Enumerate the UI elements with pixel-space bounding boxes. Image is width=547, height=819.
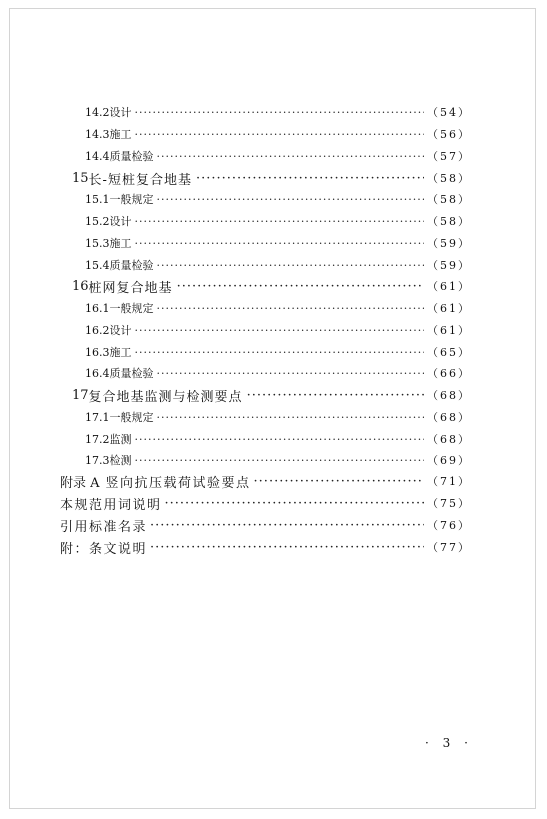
dot-leader	[157, 150, 425, 163]
toc-entry-title: 监测	[109, 433, 132, 446]
toc-entry-number: 17.1	[85, 410, 110, 424]
toc-entry-number: 15.3	[85, 236, 110, 250]
toc-entry-title: 施工	[109, 237, 132, 250]
toc-entry-title: 质量检验	[109, 367, 154, 380]
toc-entry-title: 本规范用词说明	[60, 497, 162, 512]
toc-entry-number: 17.2	[85, 432, 110, 446]
dot-leader	[247, 388, 424, 403]
dot-leader	[135, 215, 425, 228]
toc-entry-title: 质量检验	[109, 259, 154, 272]
toc-entry	[85, 364, 471, 382]
dot-leader	[150, 540, 424, 555]
toc-entry	[60, 516, 471, 534]
toc-entry-number: 16.2	[85, 323, 110, 337]
toc-entry-title: 复合地基监测与检测要点	[88, 389, 243, 404]
toc-entry-page: （61）	[427, 324, 471, 337]
toc-entry-number: 14.2	[85, 105, 110, 119]
toc-entry-title: 一般规定	[109, 193, 154, 206]
toc-entry-number: 附录 A	[60, 475, 100, 490]
dot-leader	[135, 324, 425, 337]
toc-entry-page: （68）	[427, 433, 471, 446]
dot-leader	[135, 346, 425, 359]
toc-entry	[72, 386, 471, 404]
toc-entry-title: 施工	[109, 128, 132, 141]
toc-entry-number: 15.4	[85, 258, 110, 272]
toc-entry-number: 17	[72, 387, 89, 403]
dot-leader	[157, 259, 425, 272]
toc-entry-number: 16	[72, 278, 89, 294]
toc-entry-page: （57）	[427, 150, 471, 163]
toc-entry-page: （59）	[427, 259, 471, 272]
toc-entry	[72, 169, 471, 187]
dot-leader	[135, 106, 425, 119]
dot-leader	[135, 433, 425, 446]
toc-entry-title: 引用标准名录	[60, 519, 148, 534]
toc-entry-page: （75）	[427, 497, 471, 510]
toc-entry-title: 长-短桩复合地基	[88, 172, 192, 187]
toc-entry-number: 14.4	[85, 149, 110, 163]
toc-entry-title: 设计	[109, 215, 132, 228]
dot-leader	[157, 302, 425, 315]
toc-entry	[85, 212, 471, 230]
toc-entry-number: 16.1	[85, 301, 110, 315]
toc-entry-title: 竖向抗压载荷试验要点	[105, 475, 251, 490]
toc-entry-page: （68）	[427, 389, 471, 402]
toc-entry-title: 施工	[109, 346, 132, 359]
toc-entry-page: （58）	[427, 193, 471, 206]
toc-entry	[85, 147, 471, 165]
toc-entry-number: 14.3	[85, 127, 110, 141]
toc-entry	[60, 472, 471, 490]
toc-entry-page: （77）	[427, 541, 471, 554]
toc-entry	[85, 103, 471, 121]
dot-leader	[157, 193, 425, 206]
toc-entry-title: 设计	[109, 106, 132, 119]
dot-leader	[157, 411, 425, 424]
toc-entry-page: （68）	[427, 411, 471, 424]
toc-entry-title: 桩网复合地基	[88, 280, 173, 295]
toc-entry	[85, 321, 471, 339]
toc-entry-number: 16.3	[85, 345, 110, 359]
toc-entry-number: 15.1	[85, 192, 110, 206]
toc-entry-number: 16.4	[85, 366, 110, 380]
toc-entry	[85, 451, 471, 469]
toc-entry	[72, 277, 471, 295]
toc-entry-number: 15	[72, 170, 89, 186]
toc-entry-page: （58）	[427, 215, 471, 228]
toc-entry-title: 一般规定	[109, 302, 154, 315]
toc-entry-title: 质量检验	[109, 150, 154, 163]
toc-entry-page: （61）	[427, 280, 471, 293]
dot-leader	[135, 237, 425, 250]
toc-entry	[60, 538, 471, 556]
toc-entry	[85, 430, 471, 448]
dot-leader	[135, 128, 425, 141]
toc-entry-title: 检测	[109, 454, 132, 467]
toc-entry-page: （71）	[427, 475, 471, 488]
page-number: · 3 ·	[425, 736, 473, 750]
toc-entry-title: 设计	[109, 324, 132, 337]
toc-entry	[60, 494, 471, 512]
dot-leader	[254, 474, 424, 489]
toc-entry	[85, 234, 471, 252]
toc-entry-page: （65）	[427, 346, 471, 359]
dot-leader	[157, 367, 425, 380]
dot-leader	[177, 279, 424, 294]
toc-entry-page: （66）	[427, 367, 471, 380]
toc-entry-title: 附：条文说明	[60, 541, 148, 556]
toc-entry	[85, 256, 471, 274]
dot-leader	[135, 454, 425, 467]
toc-entry-title: 一般规定	[109, 411, 154, 424]
toc-entry-page: （61）	[427, 302, 471, 315]
toc-entry	[85, 190, 471, 208]
toc-entry	[85, 125, 471, 143]
dot-leader	[165, 496, 424, 511]
dot-leader	[196, 171, 424, 186]
toc-entry	[85, 408, 471, 426]
toc-entry-page: （76）	[427, 519, 471, 532]
toc-entry-page: （56）	[427, 128, 471, 141]
dot-leader	[150, 518, 424, 533]
toc-entry	[85, 299, 471, 317]
toc-entry-number: 15.2	[85, 214, 110, 228]
toc-entry-page: （58）	[427, 172, 471, 185]
toc-entry	[85, 343, 471, 361]
toc-entry-number: 17.3	[85, 453, 110, 467]
toc-entry-page: （59）	[427, 237, 471, 250]
toc-entry-page: （69）	[427, 454, 471, 467]
toc-entry-page: （54）	[427, 106, 471, 119]
